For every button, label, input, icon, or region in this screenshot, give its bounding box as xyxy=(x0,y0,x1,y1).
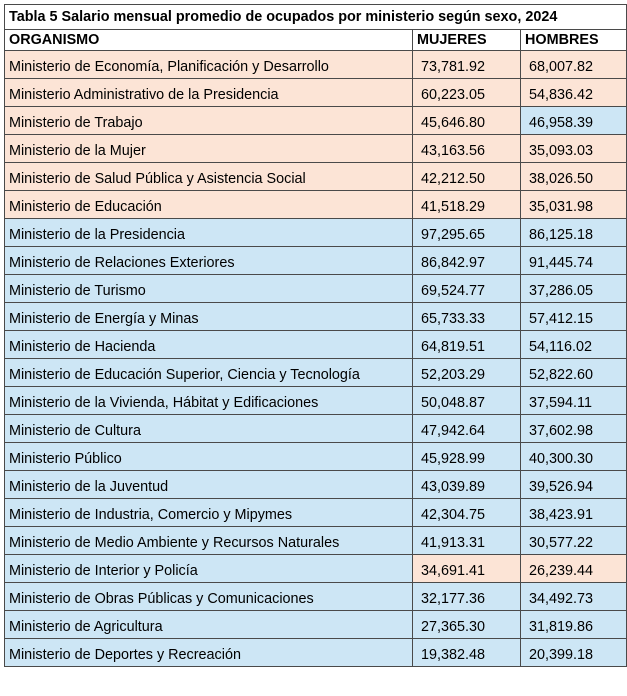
table-row xyxy=(5,107,627,135)
table-row xyxy=(5,639,627,667)
cell-hombres: 30,577.22 xyxy=(521,527,627,555)
header-mujeres: MUJERES xyxy=(413,30,521,51)
table-row xyxy=(5,191,627,219)
cell-hombres: 31,819.86 xyxy=(521,611,627,639)
salary-table xyxy=(4,4,627,667)
cell-hombres: 52,822.60 xyxy=(521,359,627,387)
cell-mujeres: 64,819.51 xyxy=(413,331,521,359)
cell-organismo: Ministerio de Agricultura xyxy=(5,611,413,639)
cell-hombres: 35,031.98 xyxy=(521,191,627,219)
cell-organismo: Ministerio de Interior y Policía xyxy=(5,555,413,583)
cell-mujeres: 19,382.48 xyxy=(413,639,521,667)
cell-mujeres: 34,691.41 xyxy=(413,555,521,583)
cell-mujeres: 32,177.36 xyxy=(413,583,521,611)
cell-organismo: Ministerio de Energía y Minas xyxy=(5,303,413,331)
cell-organismo: Ministerio de Economía, Planificación y Desarrollo xyxy=(5,51,413,79)
cell-hombres: 54,836.42 xyxy=(521,79,627,107)
cell-mujeres: 52,203.29 xyxy=(413,359,521,387)
table-row xyxy=(5,79,627,107)
cell-organismo: Ministerio de Educación Superior, Ciencia y Tecnología xyxy=(5,359,413,387)
cell-hombres: 37,602.98 xyxy=(521,415,627,443)
cell-mujeres: 47,942.64 xyxy=(413,415,521,443)
cell-mujeres: 65,733.33 xyxy=(413,303,521,331)
cell-organismo: Ministerio de la Vivienda, Hábitat y Edificaciones xyxy=(5,387,413,415)
cell-mujeres: 41,518.29 xyxy=(413,191,521,219)
table-row xyxy=(5,443,627,471)
cell-hombres: 38,423.91 xyxy=(521,499,627,527)
table-row xyxy=(5,247,627,275)
cell-hombres: 39,526.94 xyxy=(521,471,627,499)
cell-hombres: 26,239.44 xyxy=(521,555,627,583)
cell-hombres: 68,007.82 xyxy=(521,51,627,79)
cell-hombres: 46,958.39 xyxy=(521,107,627,135)
cell-hombres: 35,093.03 xyxy=(521,135,627,163)
table-row xyxy=(5,499,627,527)
table-row xyxy=(5,583,627,611)
cell-mujeres: 43,039.89 xyxy=(413,471,521,499)
cell-mujeres: 50,048.87 xyxy=(413,387,521,415)
cell-hombres: 38,026.50 xyxy=(521,163,627,191)
cell-mujeres: 73,781.92 xyxy=(413,51,521,79)
cell-organismo: Ministerio Público xyxy=(5,443,413,471)
table-row xyxy=(5,527,627,555)
cell-mujeres: 60,223.05 xyxy=(413,79,521,107)
cell-organismo: Ministerio de Salud Pública y Asistencia Social xyxy=(5,163,413,191)
table-row xyxy=(5,415,627,443)
cell-mujeres: 69,524.77 xyxy=(413,275,521,303)
cell-mujeres: 45,928.99 xyxy=(413,443,521,471)
header-hombres: HOMBRES xyxy=(521,30,627,51)
cell-organismo: Ministerio de Turismo xyxy=(5,275,413,303)
table-row xyxy=(5,135,627,163)
table-title: Tabla 5 Salario mensual promedio de ocupados por ministerio según sexo, 2024 xyxy=(5,5,627,30)
cell-organismo: Ministerio de la Mujer xyxy=(5,135,413,163)
table-row xyxy=(5,51,627,79)
cell-hombres: 91,445.74 xyxy=(521,247,627,275)
cell-organismo: Ministerio de Obras Públicas y Comunicaciones xyxy=(5,583,413,611)
header-organismo: ORGANISMO xyxy=(5,30,413,51)
table-row xyxy=(5,611,627,639)
table-body xyxy=(5,30,627,667)
cell-organismo: Ministerio de Hacienda xyxy=(5,331,413,359)
cell-organismo: Ministerio de la Juventud xyxy=(5,471,413,499)
cell-mujeres: 86,842.97 xyxy=(413,247,521,275)
table-row xyxy=(5,163,627,191)
cell-organismo: Ministerio de Relaciones Exteriores xyxy=(5,247,413,275)
table-row xyxy=(5,303,627,331)
cell-hombres: 54,116.02 xyxy=(521,331,627,359)
cell-organismo: Ministerio de Educación xyxy=(5,191,413,219)
cell-organismo: Ministerio de Deportes y Recreación xyxy=(5,639,413,667)
cell-hombres: 37,286.05 xyxy=(521,275,627,303)
header-row xyxy=(5,30,627,51)
cell-organismo: Ministerio de Trabajo xyxy=(5,107,413,135)
cell-mujeres: 42,212.50 xyxy=(413,163,521,191)
table-row xyxy=(5,359,627,387)
table-row xyxy=(5,331,627,359)
cell-mujeres: 45,646.80 xyxy=(413,107,521,135)
cell-mujeres: 41,913.31 xyxy=(413,527,521,555)
cell-hombres: 37,594.11 xyxy=(521,387,627,415)
cell-mujeres: 27,365.30 xyxy=(413,611,521,639)
cell-organismo: Ministerio Administrativo de la Presidencia xyxy=(5,79,413,107)
table-row xyxy=(5,275,627,303)
table-row xyxy=(5,219,627,247)
cell-hombres: 57,412.15 xyxy=(521,303,627,331)
cell-organismo: Ministerio de Medio Ambiente y Recursos Naturales xyxy=(5,527,413,555)
cell-organismo: Ministerio de Industria, Comercio y Mipymes xyxy=(5,499,413,527)
table-row xyxy=(5,387,627,415)
cell-hombres: 40,300.30 xyxy=(521,443,627,471)
cell-mujeres: 43,163.56 xyxy=(413,135,521,163)
cell-mujeres: 97,295.65 xyxy=(413,219,521,247)
cell-hombres: 34,492.73 xyxy=(521,583,627,611)
cell-mujeres: 42,304.75 xyxy=(413,499,521,527)
cell-organismo: Ministerio de la Presidencia xyxy=(5,219,413,247)
cell-organismo: Ministerio de Cultura xyxy=(5,415,413,443)
cell-hombres: 86,125.18 xyxy=(521,219,627,247)
table-row xyxy=(5,555,627,583)
cell-hombres: 20,399.18 xyxy=(521,639,627,667)
table-row xyxy=(5,471,627,499)
